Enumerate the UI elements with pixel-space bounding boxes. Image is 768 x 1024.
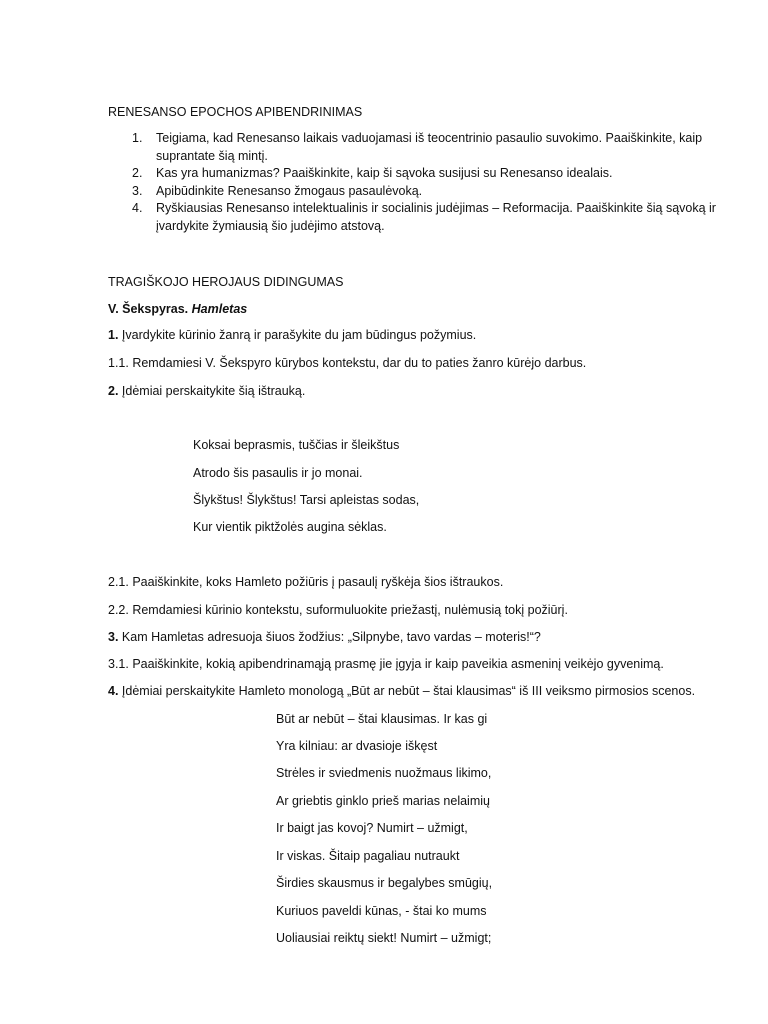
question-1-1: 1.1. Remdamiesi V. Šekspyro kūrybos kontekstu, dar du to paties žanro kūrėjo darbus. — [108, 356, 587, 370]
list-text-line: Kas yra humanizmas? Paaiškinkite, kaip ši sąvoka susijusi su Renesanso idealais. — [156, 166, 613, 180]
list-number: 1. — [132, 131, 143, 145]
list-text-line: suprantate šią mintį. — [156, 148, 268, 163]
question-number: 1. — [108, 328, 119, 342]
question-number: 2. — [108, 384, 119, 398]
section-title-tragic-hero: TRAGIŠKOJO HEROJAUS DIDINGUMAS — [108, 275, 344, 289]
question-4 — [108, 683, 695, 700]
question-2 — [108, 383, 305, 400]
list-number: 3. — [132, 183, 143, 198]
poem-line: Kuriuos paveldi kūnas, - štai ko mums — [276, 904, 487, 918]
poem-line: Šlykštus! Šlykštus! Tarsi apleistas sodas, — [193, 493, 420, 507]
renaissance-question-list — [108, 130, 728, 235]
list-item — [108, 183, 728, 201]
poem-line: Ir baigt jas kovoj? Numirt – užmigt, — [276, 821, 468, 835]
question-number: 4. — [108, 684, 119, 698]
list-number: 4. — [132, 201, 143, 215]
poem-line: Ir viskas. Šitaip pagaliau nutraukt — [276, 849, 460, 863]
question-3-1: 3.1. Paaiškinkite, kokią apibendrinamąją prasmę jie įgyja ir kaip paveikia asmeninį veikėjo gyvenimą. — [108, 657, 664, 671]
poem-line: Yra kilniau: ar dvasioje iškęst — [276, 739, 438, 753]
work-title: Hamletas — [191, 302, 248, 316]
list-number: 2. — [132, 166, 143, 180]
section-title-renaissance: RENESANSO EPOCHOS APIBENDRINIMAS — [108, 105, 363, 119]
list-text-line: Ryškiausias Renesanso intelektualinis ir socialinis judėjimas – Reformacija. Paaiškinkite šią sąvoką ir — [156, 201, 716, 215]
poem-line: Būt ar nebūt – štai klausimas. Ir kas gi — [276, 712, 488, 726]
list-text-line: Teigiama, kad Renesanso laikais vaduojamasi iš teocentrinio pasaulio suvokimo. Paaiškinkite, kaip — [156, 131, 703, 145]
question-2-1: 2.1. Paaiškinkite, koks Hamleto požiūris į pasaulį ryškėja šios ištraukos. — [108, 575, 504, 589]
question-1 — [108, 327, 476, 344]
question-text: Įdėmiai perskaitykite šią ištrauką. — [118, 384, 306, 398]
list-item — [108, 165, 728, 183]
poem-line: Uoliausiai reiktų siekt! Numirt – užmigt; — [276, 931, 492, 945]
author-name: V. Šekspyras. — [108, 302, 192, 316]
list-item — [108, 200, 728, 235]
work-line — [108, 301, 247, 318]
list-text-line: Apibūdinkite Renesanso žmogaus pasaulėvoką. — [156, 183, 423, 198]
question-3 — [108, 629, 541, 646]
poem-line: Kur vientik piktžolės augina sėklas. — [193, 520, 387, 534]
question-text: Įdėmiai perskaitykite Hamleto monologą „Būt ar nebūt – štai klausimas“ iš III veiksmo pirmosios scenos. — [118, 684, 696, 698]
poem-line: Strėles ir sviedmenis nuožmaus likimo, — [276, 766, 492, 780]
list-item — [108, 130, 728, 165]
question-2-2: 2.2. Remdamiesi kūrinio kontekstu, suformuluokite priežastį, nulėmusią tokį požiūrį. — [108, 603, 568, 617]
question-text: Kam Hamletas adresuoja šiuos žodžius: „Silpnybe, tavo vardas – moteris!“? — [118, 630, 541, 644]
question-text: Įvardykite kūrinio žanrą ir parašykite du jam būdingus požymius. — [118, 328, 477, 342]
poem-line: Koksai beprasmis, tuščias ir šleikštus — [193, 438, 400, 452]
question-number: 3. — [108, 630, 119, 644]
poem-line: Širdies skausmus ir begalybes smūgių, — [276, 876, 493, 890]
list-text-line: įvardykite žymiausią šio judėjimo atstovą. — [156, 218, 385, 233]
poem-line: Atrodo šis pasaulis ir jo monai. — [193, 466, 363, 480]
poem-line: Ar griebtis ginklo prieš marias nelaimių — [276, 794, 490, 808]
